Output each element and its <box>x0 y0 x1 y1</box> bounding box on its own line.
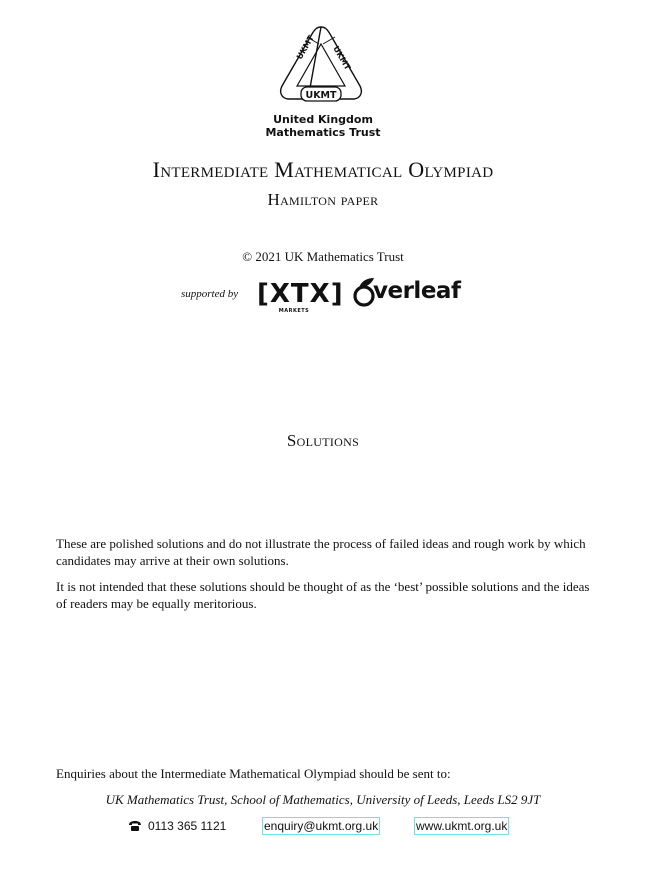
section-heading: Solutions <box>286 431 360 450</box>
overleaf-logo-text: verleaf <box>373 278 461 304</box>
organisation-name-line1: United Kingdom <box>273 113 373 126</box>
paper-subtitle: Hamilton paper <box>267 190 379 209</box>
phone-number: 0113 365 1121 <box>148 819 227 833</box>
logo-ring-text-left: UKMT <box>294 33 316 61</box>
xtx-markets-logo <box>257 276 344 318</box>
telephone-icon <box>128 819 142 833</box>
intro-paragraph-2: It is not intended that these solutions should be thought of as the ‘best’ possible solutions and the ideas of readers may be equally meritorious. <box>56 579 590 611</box>
postal-address: UK Mathematics Trust, School of Mathematics, University of Leeds, Leeds LS2 9JT <box>105 792 541 807</box>
organisation-name-line2: Mathematics Trust <box>265 126 381 139</box>
supported-by-label: supported by <box>181 288 239 300</box>
logo-inner-text: UKMT <box>305 90 337 101</box>
ukmt-logo <box>277 24 365 106</box>
email-link[interactable]: enquiry@ukmt.org.uk <box>264 819 379 833</box>
logo-ring-text-right: UKMT <box>331 44 353 72</box>
intro-paragraph-1: These are polished solutions and do not illustrate the process of failed ideas and rough work by which candidates may arrive at their own solutions. <box>56 536 586 568</box>
ukmt-logo-graphic <box>277 24 365 106</box>
xtx-logo-subtext: MARKETS <box>278 308 310 314</box>
enquiry-text: Enquiries about the Intermediate Mathematical Olympiad should be sent to: <box>56 766 451 781</box>
website-link[interactable]: www.ukmt.org.uk <box>416 819 508 833</box>
page-title: Intermediate Mathematical Olympiad <box>152 157 494 182</box>
xtx-logo-text: [XTX] <box>257 279 344 309</box>
copyright-notice: © 2021 UK Mathematics Trust <box>242 249 404 264</box>
sponsors-row <box>181 276 481 320</box>
overleaf-logo <box>353 274 465 314</box>
